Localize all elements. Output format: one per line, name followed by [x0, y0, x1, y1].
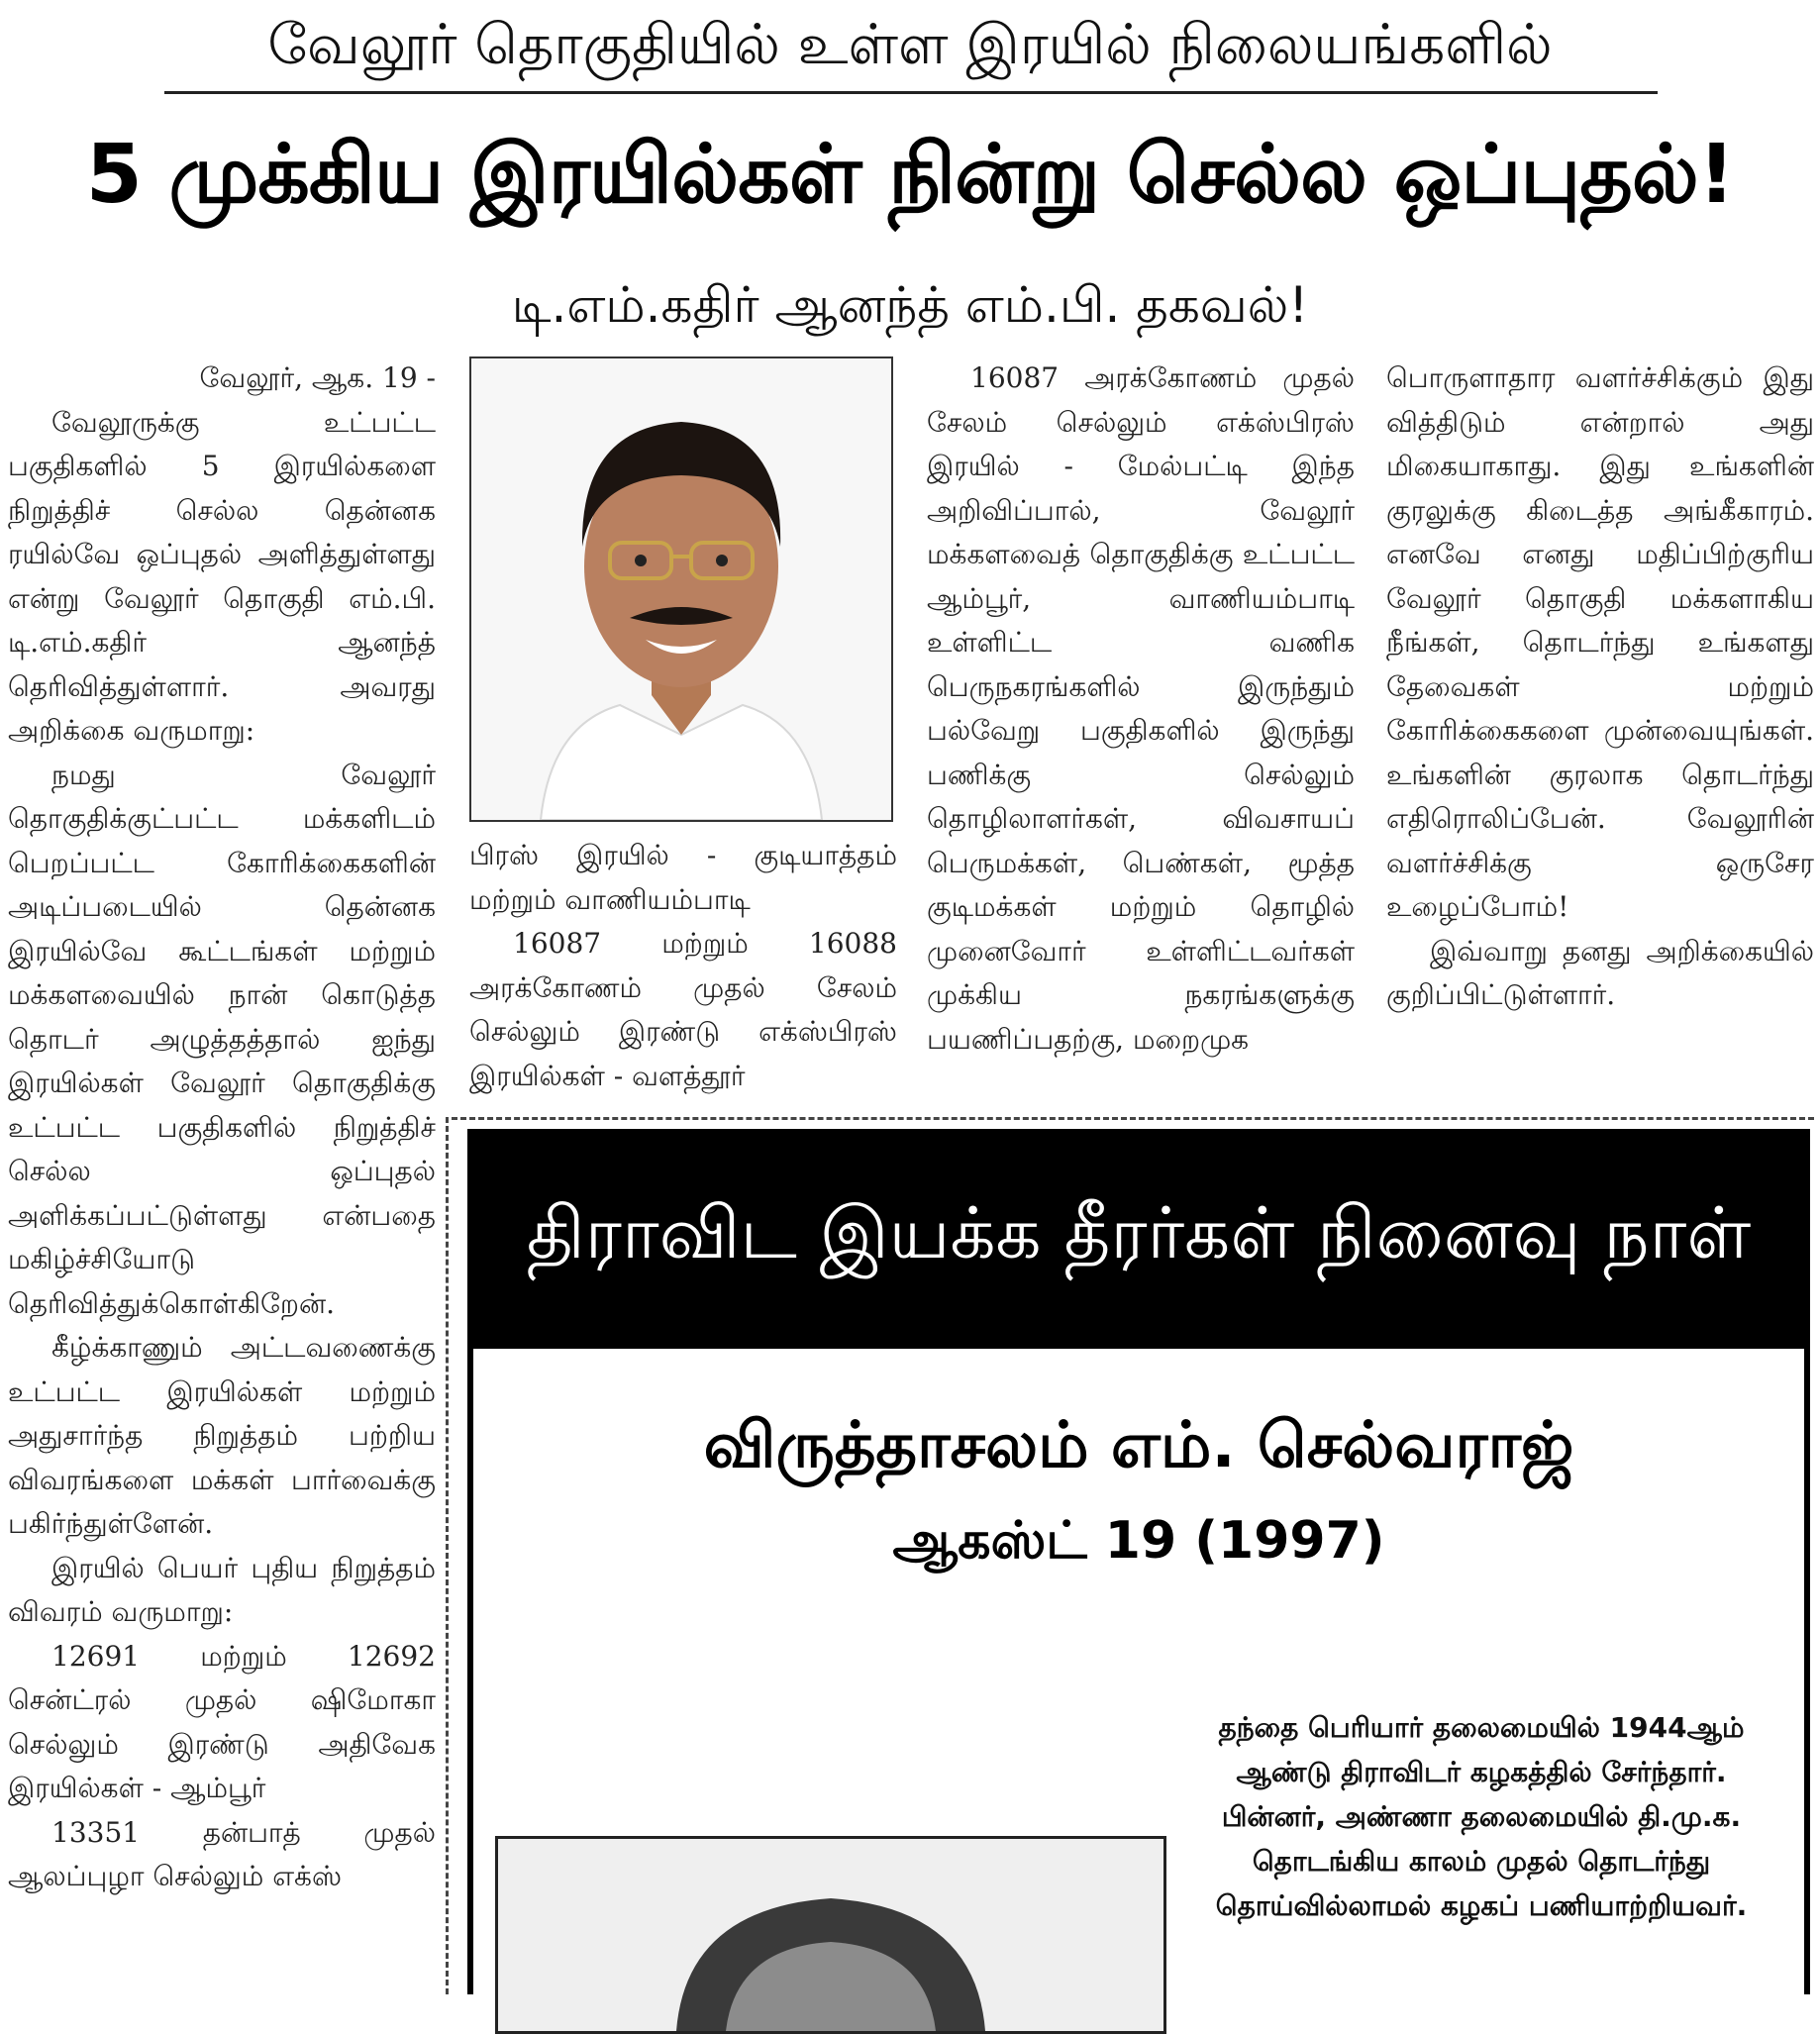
paragraph: பிரஸ் இரயில் - குடியாத்தம் மற்றும் வாணியம்பாடி: [469, 839, 897, 916]
paragraph: 16087 அரக்கோணம் முதல் சேலம் செல்லும் எக்ஸ்பிரஸ் இரயில் - மேல்பட்டி இந்த அறிவிப்பால், வேலூர் மக்களவைத் தொகுதிக்கு உட்பட்ட ஆம்பூர், வாணியம்பாடி உள்ளிட்ட வணிக பெருநகரங்களில் இருந்தும் பல்வேறு பகுதிகளில் இருந்து பணிக்கு செல்லும் தொழிலாளர்கள், விவசாயப் பெருமக்கள், பெண்கள், மூத்த குடிமக்கள் மற்றும் தொழில் முனைவோர் உள்ளிட்டவர்கள் முக்கிய நகரங்களுக்கு பயணிப்பதற்கு, மறைமுக: [927, 361, 1355, 1056]
memorial-portrait-illustration: [498, 1839, 1163, 2031]
section-divider-horizontal: [452, 1117, 1814, 1120]
paragraph: 12691 மற்றும் 12692 சென்ட்ரல் முதல் ஷிமோகா செல்லும் இரண்டு அதிவேக இரயில்கள் - ஆம்பூர்: [8, 1639, 436, 1804]
memorial-person-name: விருத்தாசலம் எம். செல்வராஜ்: [703, 1409, 1574, 1482]
article-column-3: [927, 356, 1355, 1062]
memorial-description: தந்தை பெரியார் தலைமையில் 1944ஆம் ஆண்டு திராவிடர் கழகத்தில் சேர்ந்தார். பின்னர், அண்ணா தலைமையில் தி.மு.க. தொடங்கிய காலம் முதல் தொடர்ந்து தொய்வில்லாமல் கழகப் பணியாற்றியவர்.: [1215, 1711, 1748, 1922]
article-column-1: [8, 356, 436, 1990]
dateline: வேலூர், ஆக. 19 -: [199, 361, 436, 394]
memorial-date: ஆகஸ்ட் 19 (1997): [892, 1511, 1385, 1571]
memorial-banner-title: திராவிட இயக்க தீரர்கள் நினைவு நாள்: [526, 1191, 1752, 1274]
portrait-illustration: [471, 358, 891, 820]
article-column-4: [1386, 356, 1814, 1018]
article-headline: 5 முக்கிய இரயில்கள் நின்று செல்ல ஒப்புதல்!: [85, 128, 1735, 222]
paragraph: வேலூருக்கு உட்பட்ட பகுதிகளில் 5 இரயில்களை நிறுத்திச் செல்ல தென்னக ரயில்வே ஒப்புதல் அளித்துள்ளது என்று வேலூர் தொகுதி எம்.பி. டி.எம்.கதிர் ஆனந்த் தெரிவித்துள்ளார். அவரது அறிக்கை வருமாறு:: [8, 405, 436, 747]
paragraph: 16087 மற்றும் 16088 அரக்கோணம் முதல் சேலம் செல்லும் இரண்டு எக்ஸ்பிரஸ் இரயில்கள் - வளத்தூர்: [469, 927, 897, 1092]
article-kicker: வேலூர் தொகுதியில் உள்ள இரயில் நிலையங்களில்: [267, 13, 1553, 77]
mp-portrait-photo: [469, 356, 893, 822]
paragraph: 13351 தன்பாத் முதல் ஆலப்புழா செல்லும் எக்ஸ்: [8, 1815, 436, 1892]
memorial-portrait-photo: [495, 1836, 1166, 2034]
kicker-divider: [164, 91, 1658, 94]
article-column-2: [469, 834, 897, 1098]
paragraph: கீழ்க்காணும் அட்டவணைக்கு உட்பட்ட இரயில்கள் மற்றும் அதுசார்ந்த நிறுத்தம் பற்றிய விவரங்களை மக்கள் பார்வைக்கு பகிர்ந்துள்ளேன்.: [8, 1331, 436, 1540]
paragraph: நமது வேலூர் தொகுதிக்குட்பட்ட மக்களிடம் பெறப்பட்ட கோரிக்கைகளின் அடிப்படையில் தென்னக இரயில்வே கூட்டங்கள் மற்றும் மக்களவையில் நான் கொடுத்த தொடர் அழுத்தத்தால் ஐந்து இரயில்கள் வேலூர் தொகுதிக்கு உட்பட்ட பகுதிகளில் நிறுத்திச் செல்ல ஒப்புதல் அளிக்கப்பட்டுள்ளது என்பதை மகிழ்ச்சியோடு தெரிவித்துக்கொள்கிறேன்.: [8, 758, 436, 1320]
paragraph: இவ்வாறு தனது அறிக்கையில் குறிப்பிட்டுள்ளார்.: [1386, 934, 1814, 1011]
section-divider-vertical: [446, 1117, 449, 1994]
article-subhead: டி.எம்.கதிர் ஆனந்த் எம்.பி. தகவல்!: [511, 276, 1309, 334]
paragraph: இரயில் பெயர் புதிய நிறுத்தம் விவரம் வருமாறு:: [8, 1551, 436, 1628]
paragraph: பொருளாதார வளர்ச்சிக்கும் இது வித்திடும் என்றால் அது மிகையாகாது. இது உங்களின் குரலுக்கு கிடைத்த அங்கீகாரம். எனவே எனது மதிப்பிற்குரிய வேலூர் தொகுதி மக்களாகிய நீங்கள், தொடர்ந்து உங்களது தேவைகள் மற்றும் கோரிக்கைகளை முன்வையுங்கள். உங்களின் குரலாக தொடர்ந்து எதிரொலிப்பேன். வேலூரின் வளர்ச்சிக்கு ஒருசேர உழைப்போம்!: [1386, 361, 1814, 923]
